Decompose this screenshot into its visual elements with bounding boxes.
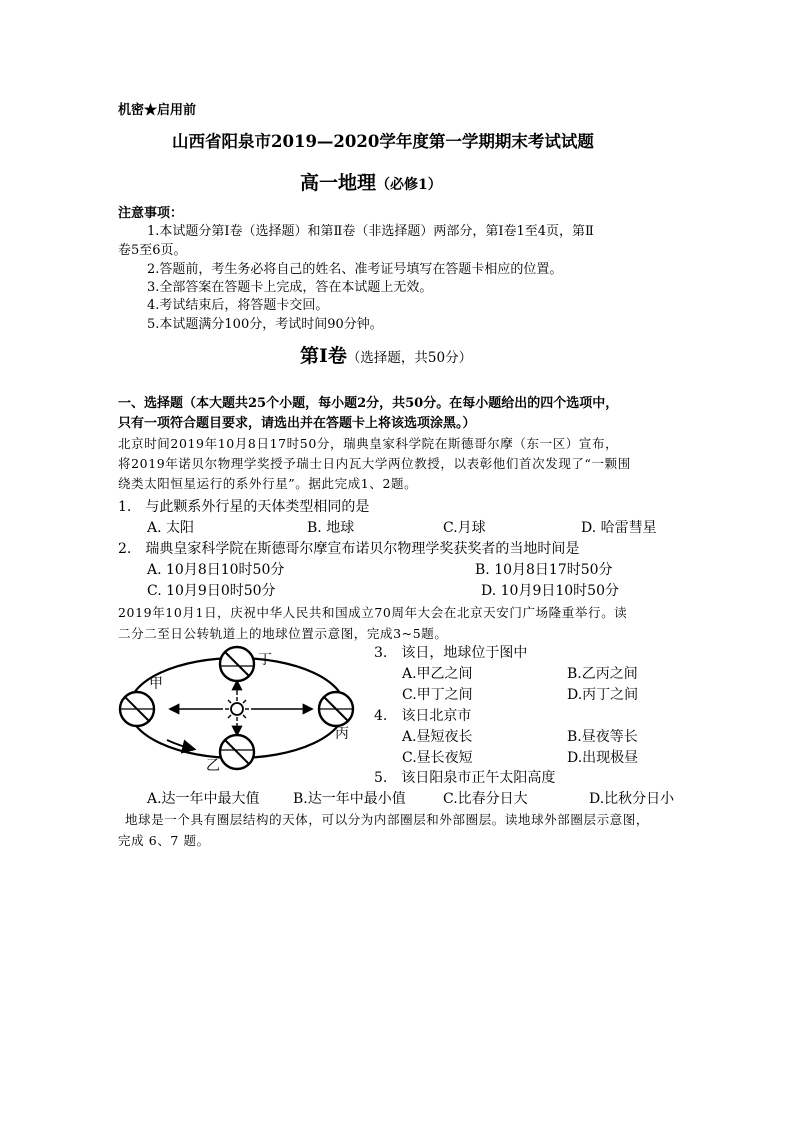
q2-option-a: A. 10月8日10时50分 xyxy=(147,562,285,578)
q3-option-b: B.乙丙之间 xyxy=(567,666,638,682)
earth-yi-icon xyxy=(220,735,254,769)
sun-icon xyxy=(225,697,249,721)
q1-option-b: B. 地球 xyxy=(307,520,355,536)
q5-option-d: D.比秋分日小 xyxy=(589,791,675,807)
notice-item-1: 1.本试题分第Ⅰ卷（选择题）和第Ⅱ卷（非选择题）两部分，第Ⅰ卷1至4页，第Ⅱ xyxy=(147,224,594,239)
q4-stem: 4. 该日北京市 xyxy=(374,708,472,724)
notice-item-3: 3.全部答案在答题卡上完成，答在本试题上无效。 xyxy=(147,280,433,295)
volume-paren: （选择题，共50分） xyxy=(346,350,473,366)
earth-jia-icon xyxy=(120,692,154,726)
q2-option-b: B. 10月8日17时50分 xyxy=(475,562,613,578)
q3-stem: 3. 该日，地球位于图中 xyxy=(374,645,528,661)
q5-option-b: B.达一年中最小值 xyxy=(293,791,406,807)
notice-item-4: 4.考试结束后，将答题卡交回。 xyxy=(147,298,329,313)
q5-option-a: A.达一年中最大值 xyxy=(147,791,260,807)
q3-option-c: C.甲丁之间 xyxy=(402,687,473,703)
label-bing: 丙 xyxy=(335,726,349,742)
notice-item-5: 5.本试题满分100分，考试时间90分钟。 xyxy=(147,317,383,332)
passage3-line2: 完成 6、7 题。 xyxy=(118,833,210,848)
passage3-line1: 地球是一个具有圈层结构的天体，可以分为内部圈层和外部圈层。读地球外部圈层示意图， xyxy=(125,812,650,827)
volume-heading xyxy=(300,341,472,368)
passage2-line1: 2019年10月1日，庆祝中华人民共和国成立70周年大会在北京天安门广场隆重举行。读 xyxy=(118,605,628,620)
q1-stem: 1. 与此颗系外行星的天体类型相同的是 xyxy=(118,499,370,515)
passage1-line1: 北京时间2019年10月8日17时50分，瑞典皇家科学院在斯德哥尔摩（东一区）宣布， xyxy=(118,436,619,451)
q2-option-d: D. 10月9日10时50分 xyxy=(481,583,619,599)
q1-option-d: D. 哈雷彗星 xyxy=(581,520,657,536)
q4-option-c: C.昼长夜短 xyxy=(402,750,473,766)
q5-stem: 5. 该日阳泉市正午太阳高度 xyxy=(374,770,556,786)
q4-option-b: B.昼夜等长 xyxy=(567,729,638,745)
orbit-diagram xyxy=(115,642,370,772)
section1-heading-line2: 只有一项符合题目要求，请选出并在答题卡上将该选项涂黑。） xyxy=(118,416,476,431)
label-jia: 甲 xyxy=(149,676,163,692)
q2-stem: 2. 瑞典皇家科学院在斯德哥尔摩宣布诺贝尔物理学奖获奖者的当地时间是 xyxy=(118,541,580,557)
q4-option-d: D.出现极昼 xyxy=(567,750,639,766)
subject-title xyxy=(300,168,442,195)
q1-option-a: A. 太阳 xyxy=(147,520,195,536)
notice-heading: 注意事项： xyxy=(118,206,184,221)
passage1-line2: 将2019年诺贝尔物理学奖授予瑞士日内瓦大学两位教授，以表彰他们首次发现了“一颗围 xyxy=(118,456,631,471)
earth-ding-icon xyxy=(220,647,254,681)
section1-heading-line1: 一、选择题（本大题共25个小题，每小题2分，共50分。在每小题给出的四个选项中， xyxy=(118,396,619,411)
earth-bing-icon xyxy=(319,692,353,726)
q3-option-d: D.丙丁之间 xyxy=(567,687,639,703)
secret-label: 机密★启用前 xyxy=(118,103,197,118)
q5-option-c: C.比春分日大 xyxy=(443,791,528,807)
volume-main: 第Ⅰ卷 xyxy=(300,345,347,367)
subject-main: 高一地理 xyxy=(300,172,377,194)
label-ding: 丁 xyxy=(258,652,272,668)
exam-title: 山西省阳泉市2019—2020学年度第一学期期末考试试题 xyxy=(172,132,594,151)
q3-option-a: A.甲乙之间 xyxy=(402,666,473,682)
q4-option-a: A.昼短夜长 xyxy=(402,729,473,745)
passage2-line2: 二分二至日公转轨道上的地球位置示意图，完成3~5题。 xyxy=(118,626,448,641)
notice-item-1-cont: 卷5至6页。 xyxy=(118,243,187,258)
notice-item-2: 2.答题前，考生务必将自己的姓名、准考证号填写在答题卡相应的位置。 xyxy=(147,262,563,277)
q2-option-c: C. 10月9日0时50分 xyxy=(147,583,276,599)
subject-paren: （必修1） xyxy=(376,177,442,193)
q1-option-c: C.月球 xyxy=(443,520,486,536)
label-yi: 乙 xyxy=(206,758,220,772)
passage1-line3: 绕类太阳恒星运行的系外行星”。据此完成1、2题。 xyxy=(118,476,418,491)
